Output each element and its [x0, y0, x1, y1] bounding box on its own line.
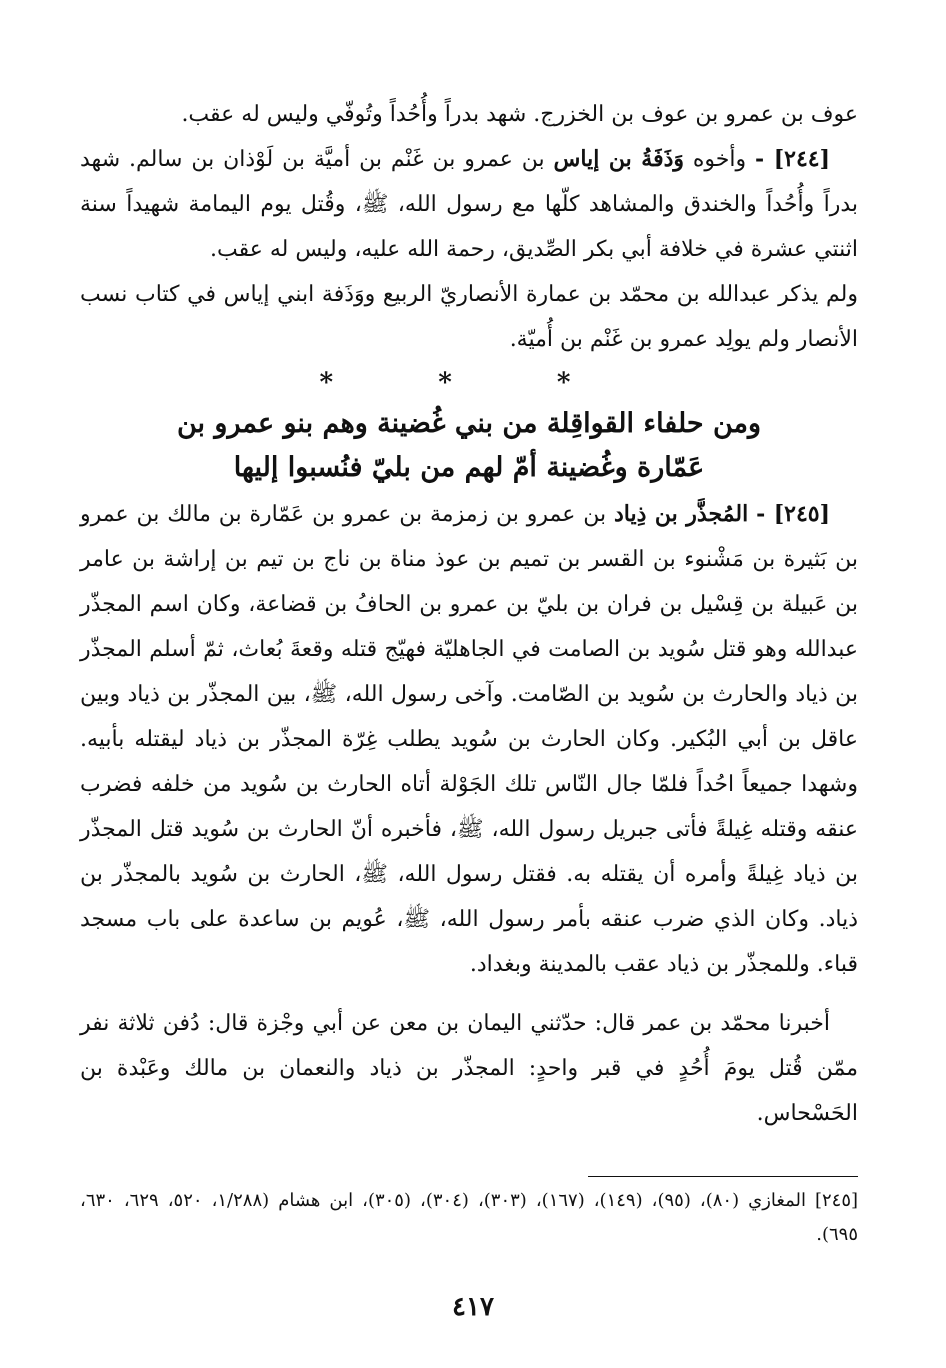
entry-name: المُجذَّر بن ذِياد: [613, 501, 749, 527]
entry-number: [٢٤٤] -: [755, 146, 830, 172]
entry-number: [٢٤٥] -: [756, 501, 831, 527]
entry-text: بن عمرو بن غَنْم بن أميَّة بن لَوْذان بن سالم. شهد بدراً وأُحُداً والخندق والمشاهد كلّها مع رسول الله، ﷺ، وقُتل يوم اليمامة شهيداً سنة اثنتي عشرة في خلافة أبي بكر الصِّديق، رحمة الله عليه، وليس له عقب.: [80, 147, 858, 262]
paragraph-gap: [80, 987, 858, 1001]
main-text: [80, 92, 858, 1136]
entry-text: بن عمرو بن زمزمة بن عمرو بن عَمّارة بن مالك بن عمرو بن بَثيرة بن مَشْنوء بن القسر بن تميم بن عوذ مناة بن ناج بن تيم بن إراشة بن عامر بن عَبيلة بن قِسْيل بن فران بن بليّ بن عمرو بن الحافُ بن قضاعة، وكان اسم المجذّر عبدالله وهو قتل سُويد بن الصامت في الجاهليّة فهيّج قتله وقعةَ بُعاث، ثمّ أسلم المجذّر بن ذياد والحارث بن سُويد بن الصّامت. وآخى رسول الله، ﷺ، بين المجذّر بن ذياد وبين عاقل بن أبي البُكير. وكان الحارث بن سُويد يطلب غِرّة المجذّر بن ذياد ليقتله بأبيه. وشهدا جميعاً احُداً فلمّا جال النّاس تلك الجَوْلة أتاه الحارث بن سُويد من خلفه فضرب عنقه وقتله غِيلةً فأتى جبريل رسول الله، ﷺ، فأخبره أنّ الحارث بن سُويد قتل المجذّر بن ذياد غِيلةً وأمره أن يقتله به. فقتل رسول الله، ﷺ، الحارث بن سُويد بالمجذّر بن ذياد. وكان الذي ضرب عنقه بأمر رسول الله، ﷺ، عُويم بن ساعدة على باب مسجد قباء. وللمجذّر بن ذياد عقب بالمدينة وبغداد.: [80, 502, 858, 977]
heading-line-1: ومن حلفاء القواقِلة من بني غُضينة وهم بنو عمرو بن: [176, 408, 762, 439]
paragraph-5: أخبرنا محمّد بن عمر قال: حدّثني اليمان بن معن عن أبي وجْزة قال: دُفن ثلاثة نفر ممّن قُتل يومَ أُحُدٍ في قبر واحدٍ: المجذّر بن ذياد والنعمان بن مالك وعَبْدة بن الحَسْحاس.: [80, 1011, 858, 1126]
entry-245: [80, 492, 858, 987]
section-separator: * * *: [319, 368, 619, 398]
entry-name: وَذَفَةُ بن إياس: [553, 146, 685, 172]
entry-prefix: وأخوه: [692, 147, 747, 172]
footnote-divider: [588, 1176, 858, 1177]
footnote: [٢٤٥] المغازي (٨٠)، (٩٥)، (١٤٩)، (١٦٧)، (٣٠٣)، (٣٠٤)، (٣٠٥)، ابن هشام (١/٢٨٨، ٥٢٠، ٦٢٩، ٦٣٠، ٦٩٥).: [80, 1190, 859, 1245]
paragraph-1: عوف بن عمرو بن عوف بن الخزرج. شهد بدراً وأُحُداً وتُوفّي وليس له عقب.: [181, 102, 858, 127]
entry-244: [80, 137, 858, 272]
section-heading: [80, 402, 858, 490]
paragraph-3: ولم يذكر عبدالله بن محمّد بن عمارة الأنصاريّ الربيع ووَذَفة ابني إياس في كتاب نسب الأنصار ولم يولِد عمرو بن غَنْم بن أُميّة.: [80, 282, 858, 352]
page-number: ٤١٧: [452, 1292, 494, 1322]
heading-line-2: عَمّارة وغُضينة أمّ لهم من بليّ فنُسبوا إليها: [233, 452, 705, 483]
